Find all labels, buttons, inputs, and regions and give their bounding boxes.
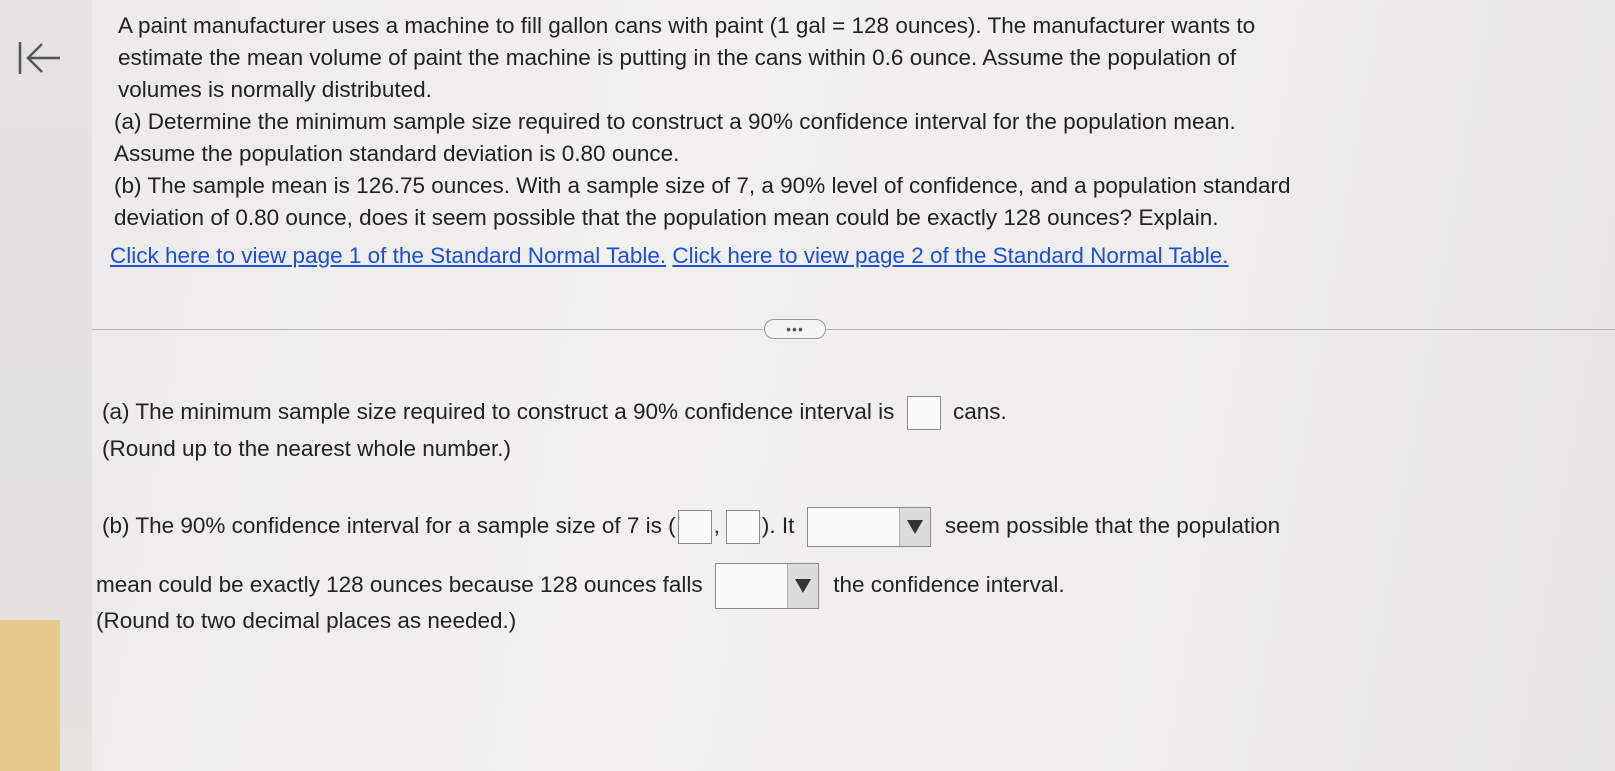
answer-a-text: (a) The minimum sample size required to construct a 90% confidence interval is bbox=[102, 398, 895, 424]
answer-b-line2 bbox=[96, 563, 1065, 609]
answer-b-line2-text: mean could be exactly 128 ounces because 128 ounces falls bbox=[96, 571, 703, 597]
ci-close-text: ). It bbox=[761, 512, 795, 538]
table-links bbox=[110, 240, 1229, 272]
triangle-down-icon bbox=[907, 520, 923, 534]
answer-b-note: (Round to two decimal places as needed.) bbox=[96, 608, 517, 633]
dropdown-arrow bbox=[787, 564, 818, 608]
question-line: estimate the mean volume of paint the machine is putting in the cans within 0.6 ounce. Assume the population of bbox=[118, 45, 1237, 70]
question-line: (b) The sample mean is 126.75 ounces. With a sample size of 7, a 90% level of confidence, and a population standard bbox=[114, 173, 1291, 198]
sidebar-accent bbox=[0, 620, 60, 771]
ci-lower-input[interactable] bbox=[678, 510, 712, 544]
sample-size-input[interactable] bbox=[907, 396, 941, 430]
back-to-start-icon[interactable] bbox=[14, 38, 64, 78]
answer-b-line1 bbox=[102, 507, 1280, 547]
expand-more-button[interactable]: ••• bbox=[764, 319, 826, 339]
ci-upper-input[interactable] bbox=[726, 510, 760, 544]
question-line: Assume the population standard deviation is 0.80 ounce. bbox=[114, 141, 680, 166]
triangle-down-icon bbox=[795, 579, 811, 593]
answer-b-text: (b) The 90% confidence interval for a sample size of 7 is ( bbox=[102, 512, 676, 538]
answer-b-line2-end: the confidence interval. bbox=[833, 571, 1065, 597]
question-line: (a) Determine the minimum sample size required to construct a 90% confidence interval for the population mean. bbox=[114, 109, 1236, 134]
answer-a-note: (Round up to the nearest whole number.) bbox=[102, 436, 511, 461]
possible-dropdown[interactable] bbox=[807, 507, 931, 547]
standard-normal-table-page1-link[interactable]: Click here to view page 1 of the Standard Normal Table. bbox=[110, 243, 667, 268]
answer-a-unit: cans. bbox=[952, 398, 1007, 424]
standard-normal-table-page2-link[interactable]: Click here to view page 2 of the Standard Normal Table. bbox=[672, 243, 1229, 268]
question-line: volumes is normally distributed. bbox=[118, 77, 432, 102]
question-line: A paint manufacturer uses a machine to fill gallon cans with paint (1 gal = 128 ounces). The manufacturer wants to bbox=[118, 13, 1256, 38]
answer-a-line bbox=[102, 396, 1007, 430]
question-line: deviation of 0.80 ounce, does it seem possible that the population mean could be exactly 128 ounces? Explain. bbox=[114, 205, 1219, 230]
answer-b-text-cont: seem possible that the population bbox=[944, 512, 1281, 538]
left-sidebar bbox=[0, 0, 92, 771]
question-text bbox=[114, 10, 1558, 234]
ci-comma: , bbox=[713, 512, 720, 538]
falls-dropdown[interactable] bbox=[715, 563, 819, 609]
dropdown-arrow bbox=[899, 508, 930, 546]
section-divider bbox=[92, 329, 1615, 330]
